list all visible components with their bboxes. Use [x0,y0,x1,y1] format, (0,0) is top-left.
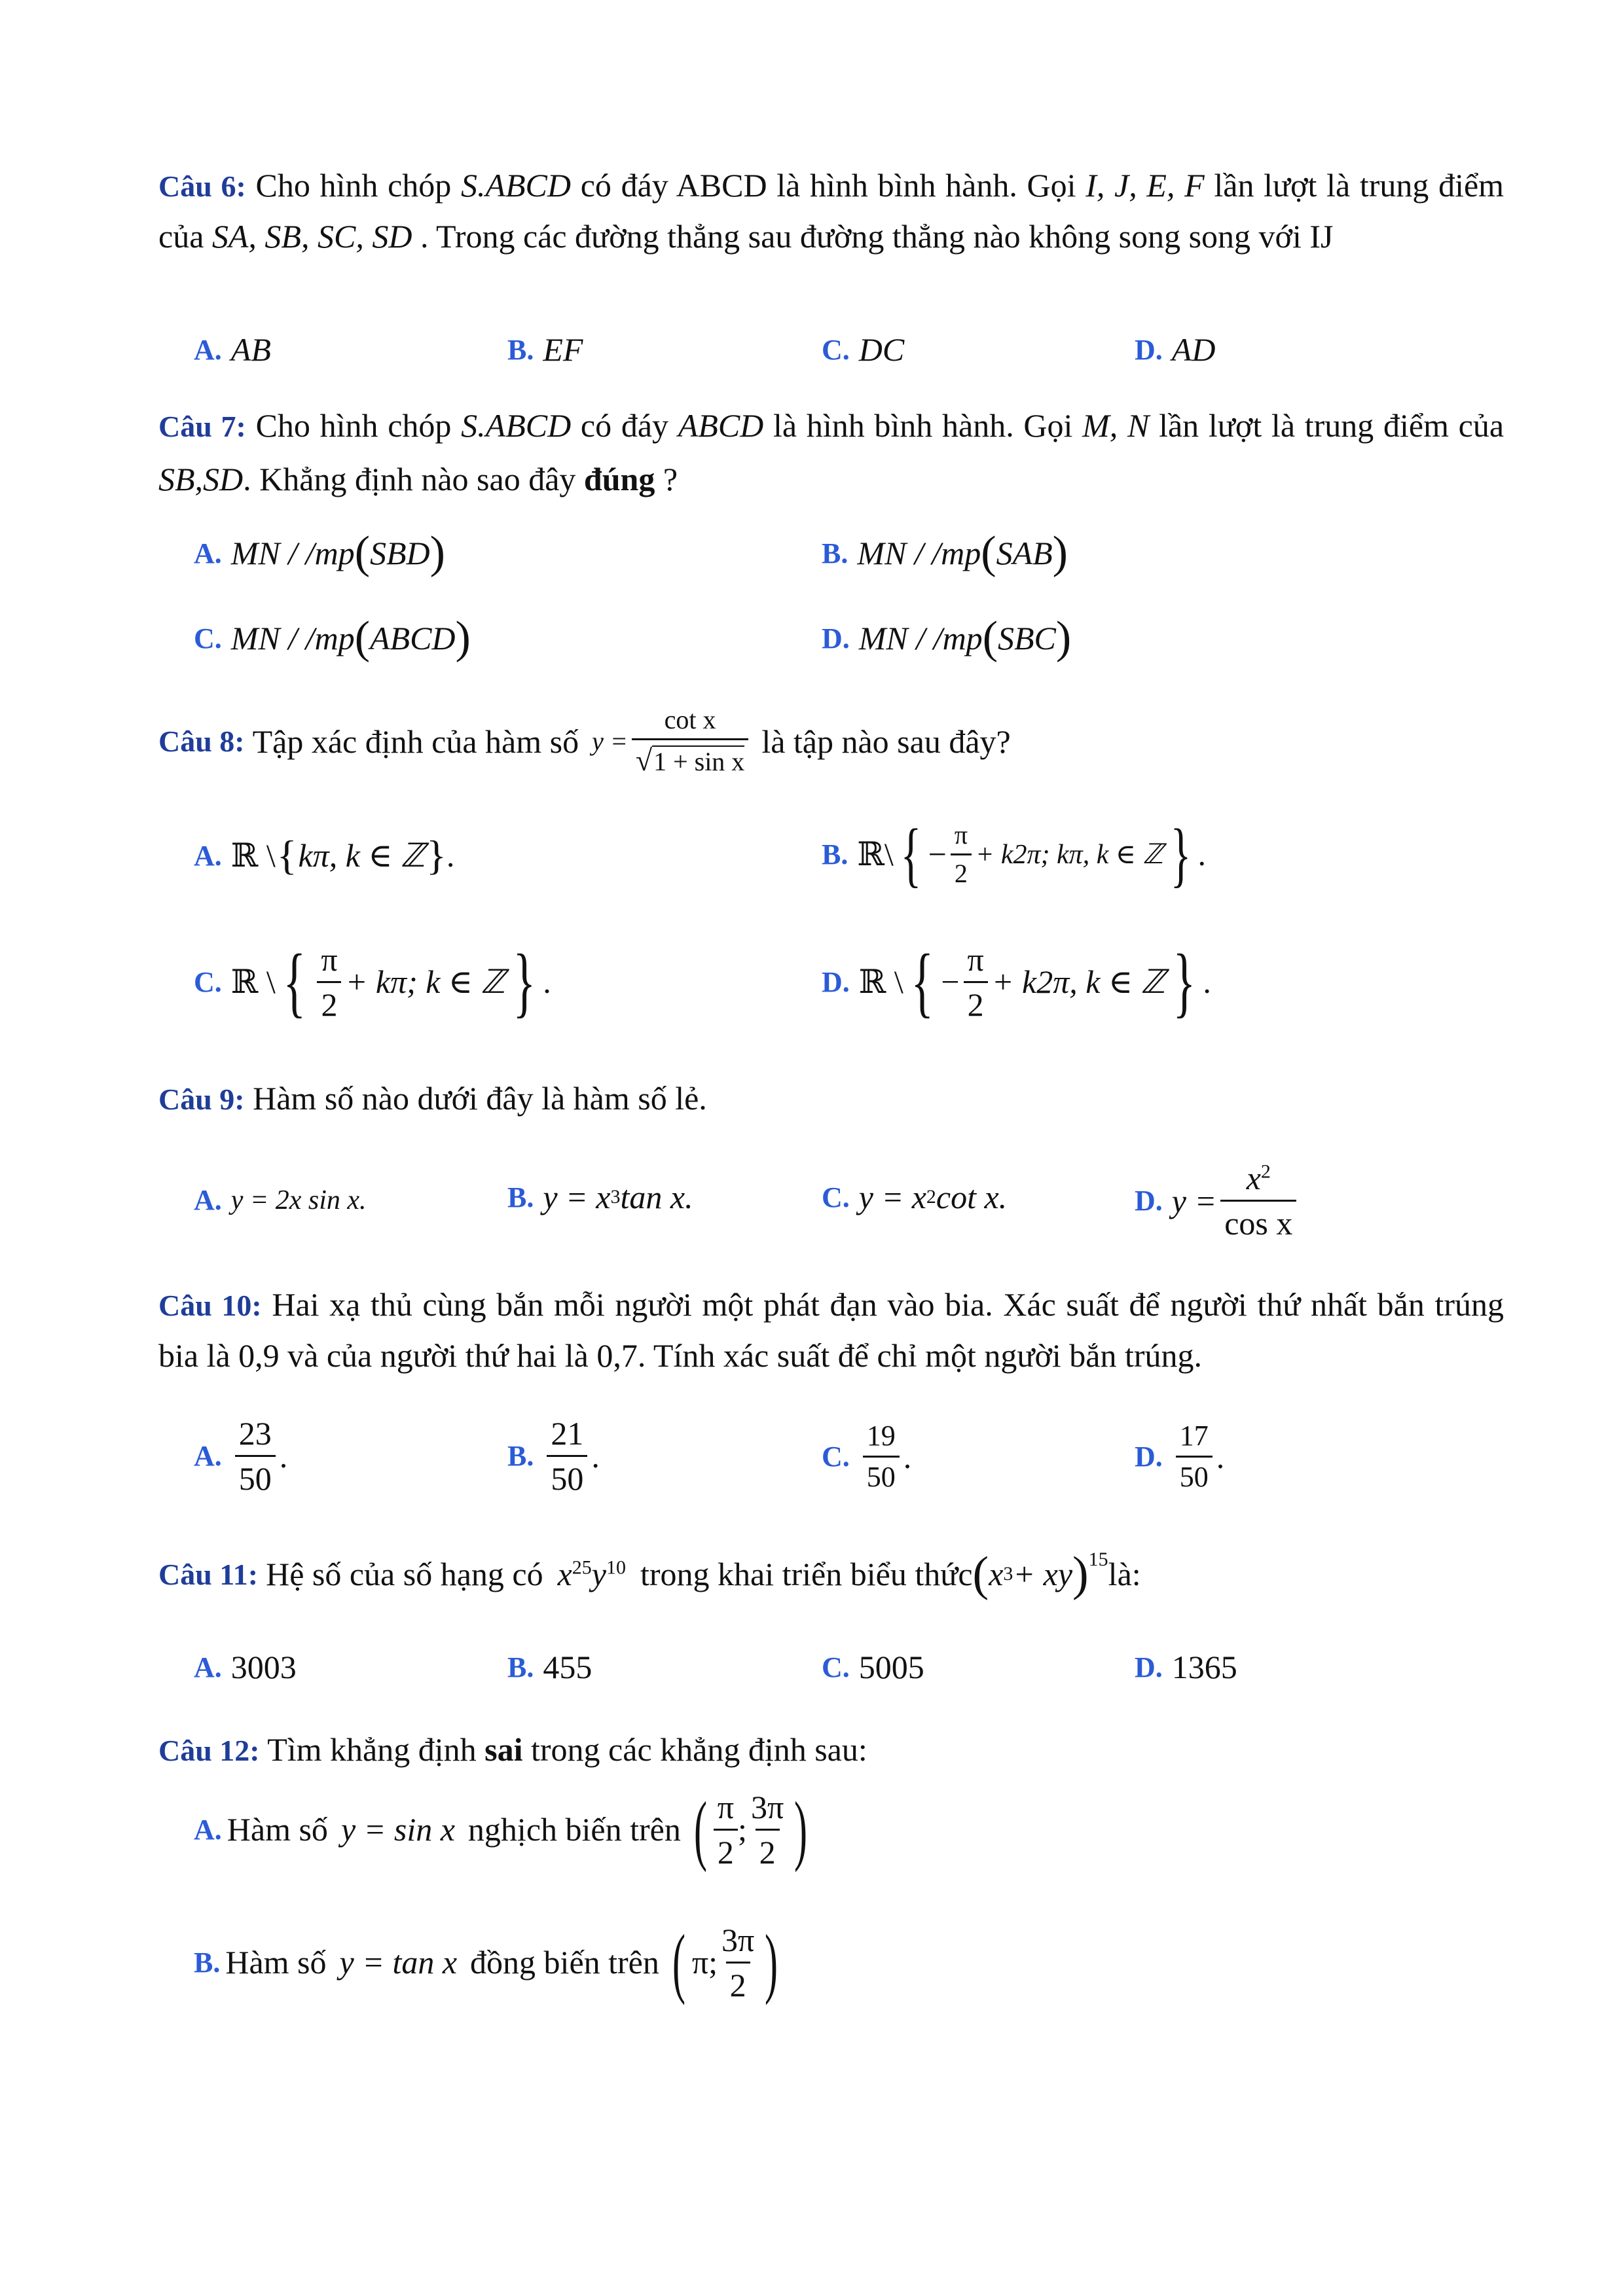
q6-option-b[interactable]: B. EF [507,331,583,368]
question-10: Câu 10: Hai xạ thủ cùng bắn mỗi người một phát đạn vào bia. Xác suất để người thứ nhất bắn trúng bia là 0,9 và của người thứ hai là 0,7. Tính xác suất để chỉ một người bắn trúng. [158,1286,1504,1374]
question-label: Câu 6: [158,170,246,203]
q7-option-d[interactable]: D. MN / /mp ( SBC ) [822,613,1072,663]
q7-option-a[interactable]: A. MN / /mp ( SBD ) [194,528,445,578]
q9-option-c[interactable]: C. y = x 2 cot x. [822,1179,1008,1215]
q8-option-a[interactable]: A. ℝ \ { kπ, k ∈ ℤ } . [194,832,455,878]
q6-option-c[interactable]: C. DC [822,331,905,368]
q11-option-b[interactable]: B. 455 [507,1649,593,1685]
question-7: Câu 7: Cho hình chóp S.ABCD có đáy ABCD là hình bình hành. Gọi M, N lần lượt là trung điểm của SB,SD. Khẳng định nào sao đây đúng ? [158,407,1504,497]
q9-option-b[interactable]: B. y = x 3 tan x. [507,1179,693,1215]
q6-option-a[interactable]: A. AB [194,331,271,368]
q12-option-a[interactable]: A. Hàm số y = sin x nghịch biến trên ( $\frac{\pi}{2}$ ; $\frac{3\pi}{2}$ ) [194,1785,808,1873]
q6-option-d[interactable]: D. AD [1135,331,1216,368]
q7-option-c[interactable]: C. MN / /mp ( ABCD ) [194,613,471,663]
q11-option-d[interactable]: D. 1365 [1135,1649,1237,1685]
q10-option-d[interactable]: D. $\frac{17}{50}$ . [1135,1420,1225,1493]
q9-option-a[interactable]: A. y = 2x sin x. [194,1184,367,1216]
question-6: Câu 6: Cho hình chóp S.ABCD có đáy ABCD là hình bình hành. Gọi I, J, E, F lần lượt là trung điểm của SA, SB, SC, SD . Trong các đường thẳng sau đường thẳng nào không song song với IJ [158,167,1504,255]
domain-fraction: $\frac{\text{cot x}}{\text{√1 + sin x}}$ [632,707,749,776]
q9-option-d[interactable]: D. y = $\frac{x^2}{\text{cos x}}$ [1135,1162,1300,1240]
question-12: Câu 12: Tìm khẳng định sai trong các khẳng định sau: [158,1731,867,1768]
q7-option-b[interactable]: B. MN / /mp ( SAB ) [822,528,1068,578]
question-11: Câu 11: Hệ số của số hạng có $x^{25}y^{10}$ trong khai triển biểu thức ( x 3 + xy ) $^{15}$ là: [158,1547,1141,1601]
q10-option-c[interactable]: C. $\frac{19}{50}$ . [822,1420,912,1493]
q10-option-a[interactable]: A. $\frac{23}{50}$ . [194,1415,288,1497]
q10-option-b[interactable]: B. $\frac{21}{50}$ . [507,1415,600,1497]
q12-option-b[interactable]: B. Hàm số y = tan x đồng biến trên ( π ; $\frac{3\pi}{2}$ ) [194,1918,778,2005]
q8-option-b[interactable]: B. ℝ\ { − $\frac{\pi}{2}$ + k2π; kπ, k ∈ ℤ } . [822,814,1207,894]
q11-option-a[interactable]: A. 3003 [194,1649,297,1685]
question-9: Câu 9: Hàm số nào dưới đây là hàm số lẻ. [158,1080,707,1117]
q8-option-d[interactable]: D. ℝ \ { − $\frac{\pi}{2}$ + k2π, k ∈ ℤ } . [822,938,1211,1025]
question-8: Câu 8: Tập xác định của hàm số y = $\frac{\text{cot x}}{\text{√1 + sin x}}$ là tập nào sau đây? [158,705,1011,777]
q8-option-c[interactable]: C. ℝ \ { $\frac{\pi}{2}$ + kπ; k ∈ ℤ } . [194,938,551,1025]
q11-option-c[interactable]: C. 5005 [822,1649,924,1685]
